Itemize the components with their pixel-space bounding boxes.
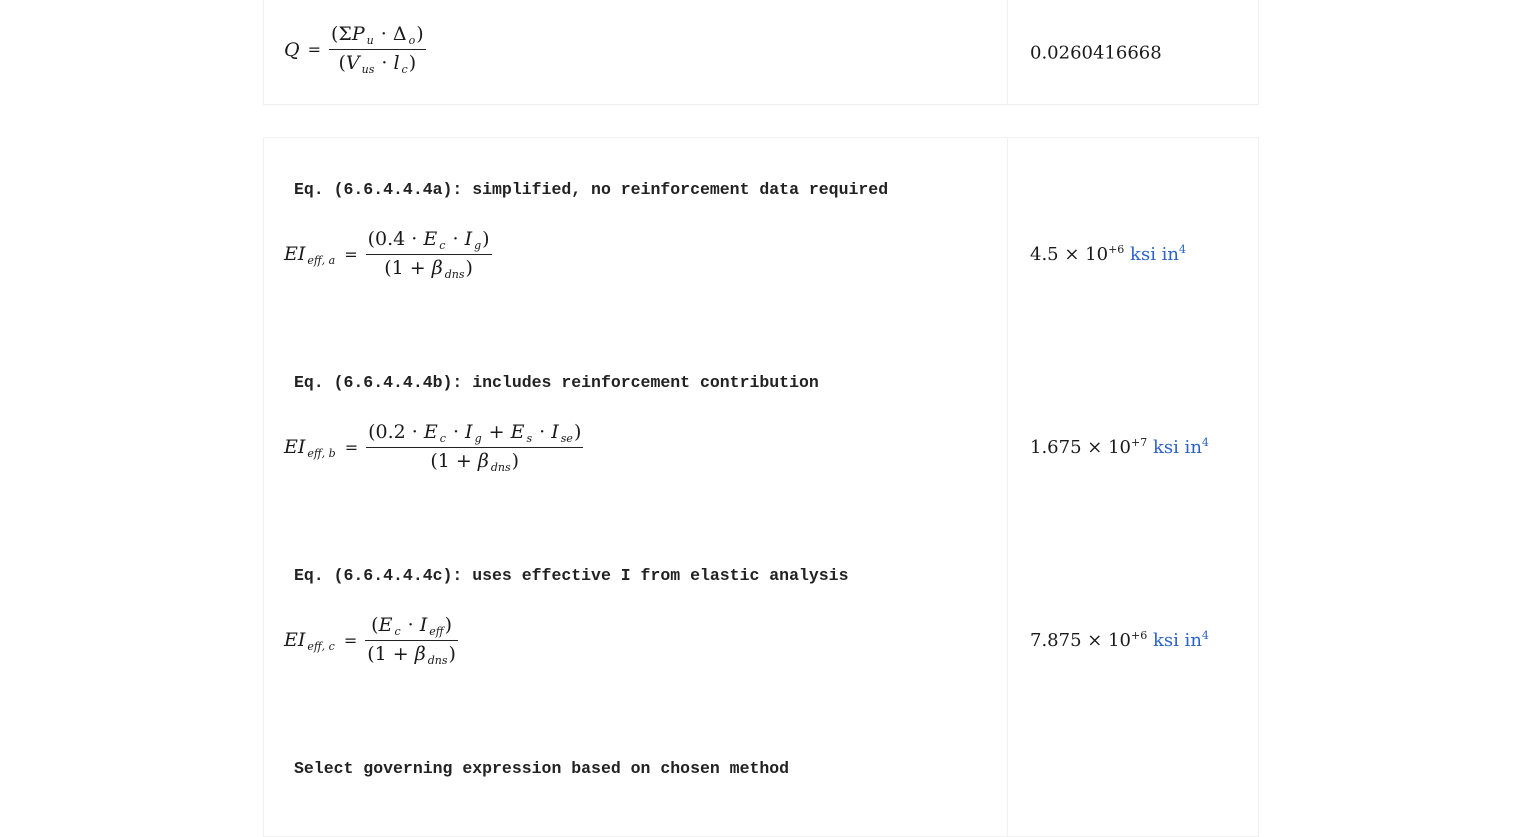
comment-eq-b: Eq. (6.6.4.4.4b): includes reinforcement contribution: [294, 373, 819, 392]
result-q: 0.0260416668: [1030, 42, 1162, 64]
equation-ei-eff-a: EI $_{eff, a}$ = $\frac{(0.4 \cdot E _c \cdot I _g)}{(1 + \beta _{dns})}$: [284, 228, 490, 281]
equation-denominator: (V $_{us}$ · l $_c$): [338, 52, 417, 76]
calc-card-effective-stiffness: [263, 137, 1259, 837]
equation-denominator: (1 + β $_{dns}$): [367, 643, 456, 667]
calc-card-stability-index: [263, 0, 1259, 105]
equation-denominator: (1 + β $_{dns}$): [384, 257, 473, 281]
equation-numerator: (0.2 · E $_c$ · I $_g$ + E $_s$ · I $_{se}$): [368, 421, 582, 445]
column-divider: [1007, 0, 1008, 104]
equation-numerator: (E $_c$ · I $_{eff}$): [371, 614, 453, 638]
equation-lhs: EI $_{eff, b}$: [284, 435, 336, 460]
equation-lhs: EI $_{eff, c}$: [284, 628, 335, 653]
equation-ei-eff-b: EI $_{eff, b}$ = $\frac{(0.2 \cdot E _c \cdot I _g + E _s \cdot I _{se})}{(1 + \beta _{dns})}$: [284, 421, 582, 474]
comment-eq-a: Eq. (6.6.4.4.4a): simplified, no reinforcement data required: [294, 180, 889, 199]
equation-fraction: [366, 228, 492, 281]
equation-denominator: (1 + β $_{dns}$): [430, 450, 520, 474]
equation-fraction: [366, 421, 583, 474]
equation-numerator: (ΣP $_u$ · Δ $_o$): [330, 23, 424, 47]
equation-numerator: (0.4 · E $_c$ · I $_g$): [367, 228, 490, 252]
unit-label: ksi $in^4$: [1152, 629, 1209, 651]
unit-label: ksi $in^4$: [1130, 243, 1187, 265]
column-divider: [1007, 138, 1008, 836]
result-ei-eff-b: $1.675 \times 10^{+7}$ ksi $in^4$: [1030, 436, 1209, 458]
equation-q: Q = $\frac{(\Sigma P _u \cdot \Delta _o)}{(V _{us} \cdot l _c)}$: [284, 23, 424, 76]
result-ei-eff-a: $4.5 \times 10^{+6}$ ksi $in^4$: [1030, 243, 1187, 265]
equation-fraction: [365, 614, 458, 667]
result-ei-eff-c: $7.875 \times 10^{+6}$ ksi $in^4$: [1030, 629, 1209, 651]
equation-fraction: [329, 23, 426, 76]
comment-eq-c: Eq. (6.6.4.4.4c): uses effective I from elastic analysis: [294, 566, 849, 585]
unit-label: ksi $in^4$: [1152, 436, 1209, 458]
equation-lhs: EI $_{eff, a}$: [284, 242, 336, 267]
equation-ei-eff-c: EI $_{eff, c}$ = $\frac{(E _c \cdot I _{eff})}{(1 + \beta _{dns})}$: [284, 614, 456, 667]
equation-lhs: Q: [284, 38, 300, 61]
comment-select-governing: Select governing expression based on chosen method: [294, 759, 790, 778]
